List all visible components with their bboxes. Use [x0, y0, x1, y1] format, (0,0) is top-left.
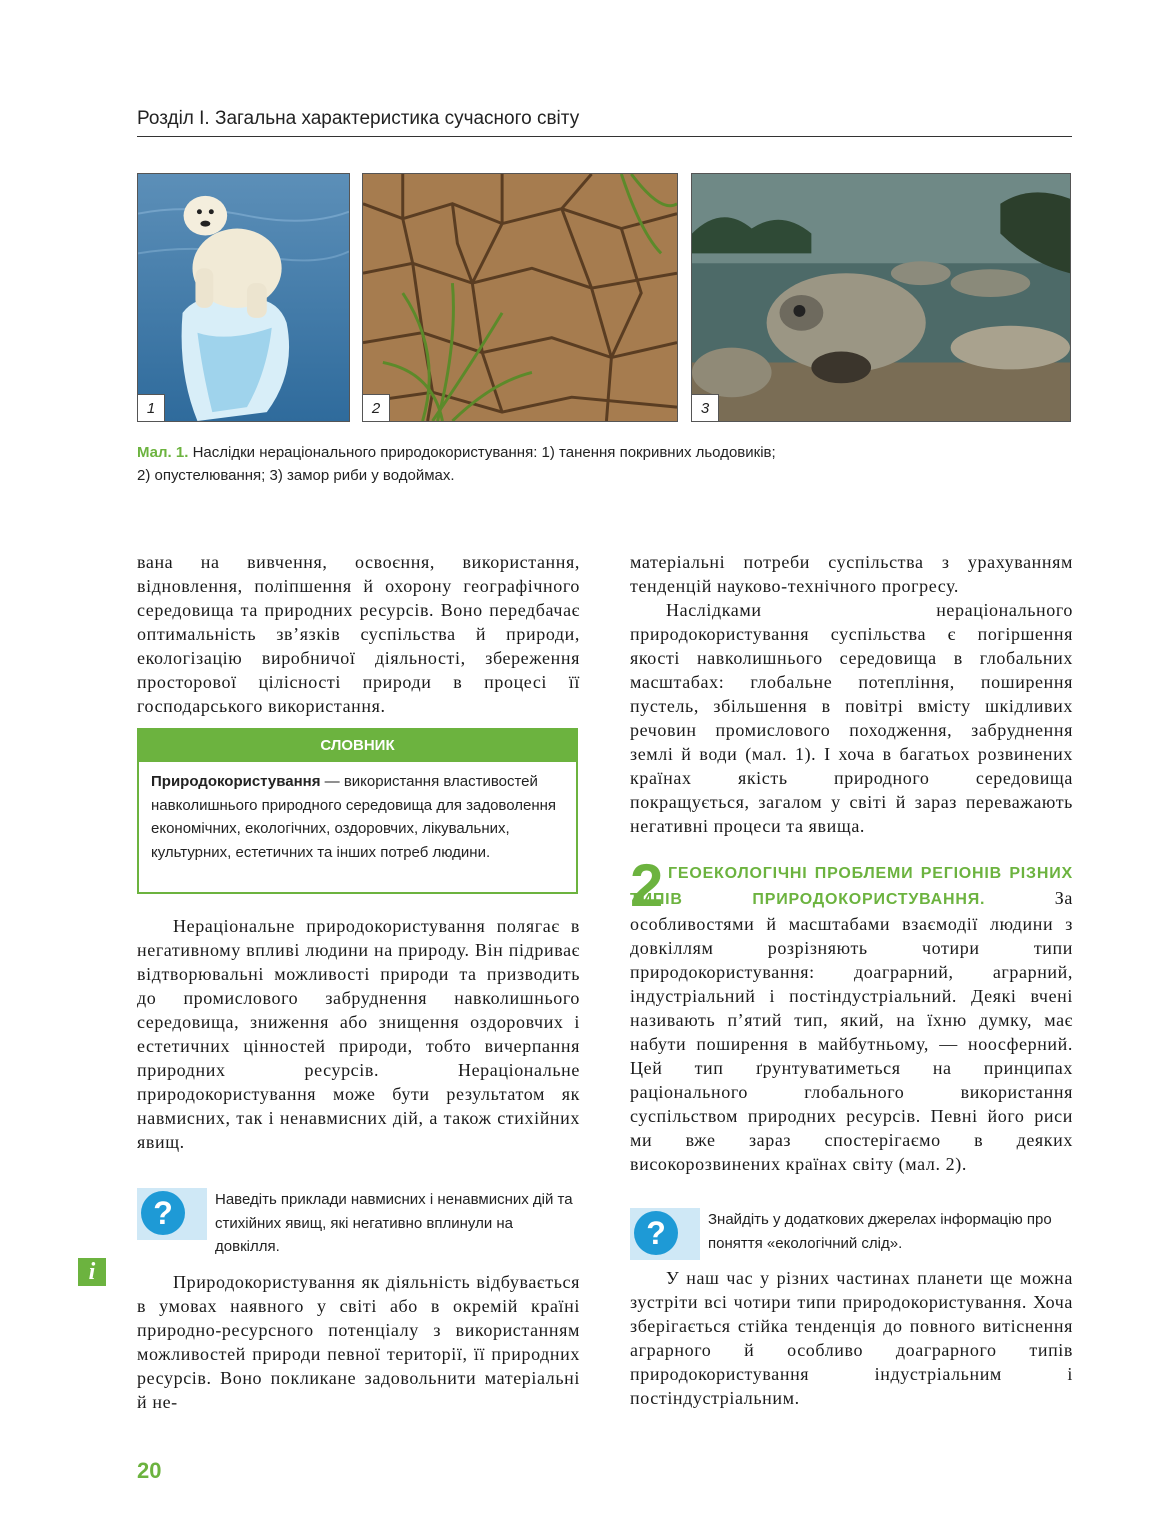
right-paragraph-3: За особливостями й масштабами взаємодії людини з довкіллям розрізняють чотири типи природокористування: доаграрний, аграрний, індустріальний і постіндустріальний. Деякі вчені називають п’ятий тип, який, на їхню думку, має набути поширення в майбутньому, — ноосферний. Цей тип ґрунтуватиметься на принципах раціонального глобального використання суспільством природних ресурсів. Певні його риси ми вже зараз спостерігаємо в деяких високорозвинених країнах світу (мал. 2). — [630, 888, 1073, 1174]
right-column-section — [630, 860, 1073, 1176]
right-column-bottom — [630, 1266, 1073, 1410]
right-paragraph-2: Наслідками нераціонального природокористування суспільства є погіршення якості навколишнього середовища в глобальних масштабах: глобальне потепління, поширення пустель, збільшення в повітрі вмісту шкідливих речовин промислового походження, забруднення землі й води (мал. 1). І хоча в багатьох розвинених країнах якість природного середовища покращується, загалом у світі й зараз переважають негативні процеси та явища. — [630, 600, 1073, 836]
right-column-top — [630, 550, 1073, 838]
left-column-middle — [137, 914, 580, 1154]
dictionary-title: СЛОВНИК — [139, 730, 576, 762]
page-number: 20 — [137, 1458, 162, 1483]
dictionary-term: Природокористування — [151, 773, 321, 790]
info-icon: i — [78, 1258, 106, 1286]
section-paragraph — [630, 860, 1073, 1176]
left-paragraph-3: Природокористування як діяльність відбувається в умовах наявного у світі або в окремій країні природно-ресурсного потенціалу з використанням можливостей природи певної території, її природних ресурсів. Воно покликане задовольнити матеріальні й не- — [137, 1272, 580, 1412]
right-paragraph-1: матеріальні потреби суспільства з урахуванням тенденцій науково-технічного прогресу. — [630, 552, 1073, 596]
dictionary-body — [139, 762, 576, 864]
photo-polar-bear — [137, 173, 350, 422]
photo-number-1: 1 — [138, 394, 165, 421]
question-text-1: Наведіть приклади навмисних і ненавмисних дій та стихійних явищ, які негативно вплинули на довкілля. — [215, 1191, 573, 1255]
question-box-2 — [630, 1208, 1073, 1260]
figure-caption — [137, 441, 1072, 487]
section-number: 2 — [630, 852, 664, 919]
dictionary-box — [137, 728, 578, 894]
right-paragraph-4: У наш час у різних частинах планети ще можна зустріти всі чотири типи природокористування. Хоча зберігається стійка тенденція до повного витіснення аграрного й особливо доаграрного типів природокористування індустріальним і постіндустріальним. — [630, 1268, 1073, 1408]
caption-line-2: 2) опустелювання; 3) замор риби у водоймах. — [137, 467, 455, 484]
running-header: Розділ І. Загальна характеристика сучасного світу — [137, 108, 1072, 137]
section-title: ГЕОЕКОЛОГІЧНІ ПРОБЛЕМИ РЕГІОНІВ РІЗНИХ ТИПІВ ПРИРОДОКОРИСТУВАННЯ. — [630, 865, 1073, 908]
photo-dead-fish — [691, 173, 1071, 422]
question-icon: ? — [137, 1188, 207, 1240]
photo-number-2: 2 — [363, 394, 390, 421]
question-icon: ? — [630, 1208, 700, 1260]
caption-line-1: Наслідки нераціонального природокористування: 1) танення покривних льодовиків; — [188, 444, 776, 461]
left-column-top — [137, 550, 580, 718]
question-box-1 — [137, 1188, 580, 1259]
left-paragraph-2: Нераціональне природокористування полягає в негативному впливі людини на природу. Він підриває відтворювальні можливості природи та призводить до промислового забруднення навколишнього середовища, зниження або знищення оздоровчих і естетичних цінностей природи, тобто вичерпання природних ресурсів. Нераціональне природокористування може бути результатом як навмисних, так і ненавмисних дій, а також стихійних явищ. — [137, 916, 580, 1152]
question-text-2: Знайдіть у додаткових джерелах інформацію про поняття «екологічний слід». — [708, 1211, 1052, 1252]
left-column-bottom — [137, 1270, 580, 1414]
photo-number-3: 3 — [692, 394, 719, 421]
figure-label: Мал. 1. — [137, 444, 189, 461]
photo-cracked-soil — [362, 173, 678, 422]
left-paragraph-1: вана на вивчення, освоєння, використання, відновлення, поліпшення й охорону географічного середовища та природних ресурсів. Воно передбачає оптимальність зв’язків суспільства й природи, екологізацію виробничої діяльності, збереження просторової цілісності природи в процесі її господарського використання. — [137, 552, 580, 716]
dictionary-definition: — використання властивостей навколишнього природного середовища для задоволення економічних, екологічних, оздоровчих, лікувальних, культурних, естетичних та інших потреб людини. — [151, 773, 557, 861]
